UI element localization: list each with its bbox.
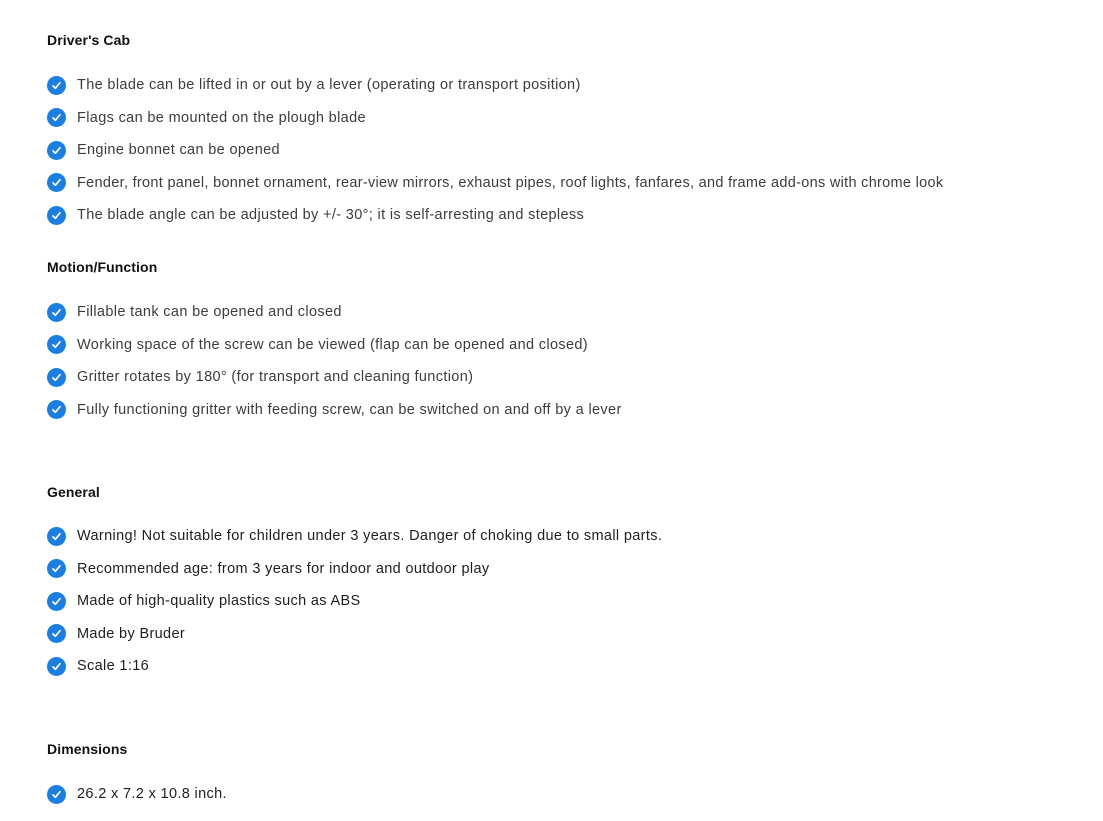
list-item xyxy=(47,204,943,226)
list-item xyxy=(47,139,943,161)
item-label: Recommended age: from 3 years for indoor and outdoor play xyxy=(77,560,490,577)
list-item xyxy=(47,525,662,547)
list-item xyxy=(47,172,943,194)
list-item xyxy=(47,655,662,677)
section-motion-function xyxy=(47,258,622,431)
check-circle-icon xyxy=(47,400,66,419)
section-general xyxy=(47,483,662,688)
check-circle-icon xyxy=(47,368,66,387)
feature-list xyxy=(47,301,622,421)
list-item xyxy=(47,107,943,129)
item-label: Fender, front panel, bonnet ornament, rear-view mirrors, exhaust pipes, roof lights, fanfares, and frame add-ons with chrome look xyxy=(77,174,944,191)
check-circle-icon xyxy=(47,624,66,643)
check-circle-icon xyxy=(47,657,66,676)
check-circle-icon xyxy=(47,592,66,611)
list-item xyxy=(47,334,622,356)
item-label: 26.2 x 7.2 x 10.8 inch. xyxy=(77,786,227,802)
list-item xyxy=(47,623,662,645)
section-heading: Dimensions xyxy=(47,741,128,757)
list-item xyxy=(47,74,943,96)
item-label: Fillable tank can be opened and closed xyxy=(77,304,342,320)
item-label: Warning! Not suitable for children under 3 years. Danger of choking due to small parts. xyxy=(77,528,663,544)
check-circle-icon xyxy=(47,206,66,225)
check-circle-icon xyxy=(47,141,66,160)
item-label: Engine bonnet can be opened xyxy=(77,142,280,158)
feature-list xyxy=(47,525,662,677)
item-label: Made by Bruder xyxy=(77,625,186,642)
item-label: The blade can be lifted in or out by a lever (operating or transport position) xyxy=(77,77,581,93)
check-circle-icon xyxy=(47,173,66,192)
check-circle-icon xyxy=(47,335,66,354)
list-item xyxy=(47,301,622,323)
section-heading: General xyxy=(47,484,100,500)
check-circle-icon xyxy=(47,108,66,127)
check-circle-icon xyxy=(47,559,66,578)
item-label: Gritter rotates by 180° (for transport and cleaning function) xyxy=(77,369,474,385)
list-item xyxy=(47,783,227,805)
list-item xyxy=(47,558,662,580)
list-item xyxy=(47,590,662,612)
check-circle-icon xyxy=(47,76,66,95)
list-item xyxy=(47,366,622,388)
item-label: Scale 1:16 xyxy=(77,658,150,674)
check-circle-icon xyxy=(47,527,66,546)
section-dimensions xyxy=(47,740,227,816)
item-label: Working space of the screw can be viewed (flap can be opened and closed) xyxy=(77,336,588,353)
section-heading: Driver's Cab xyxy=(47,32,131,48)
feature-list xyxy=(47,783,227,805)
list-item xyxy=(47,399,622,421)
check-circle-icon xyxy=(47,303,66,322)
feature-list xyxy=(47,74,943,226)
section-drivers-cab xyxy=(47,31,943,237)
section-heading: Motion/Function xyxy=(47,259,158,275)
item-label: Made of high-quality plastics such as ABS xyxy=(77,593,361,609)
item-label: Flags can be mounted on the plough blade xyxy=(77,109,366,126)
check-circle-icon xyxy=(47,785,66,804)
item-label: The blade angle can be adjusted by +/- 30°; it is self-arresting and stepless xyxy=(77,207,585,223)
item-label: Fully functioning gritter with feeding screw, can be switched on and off by a lever xyxy=(77,401,622,418)
